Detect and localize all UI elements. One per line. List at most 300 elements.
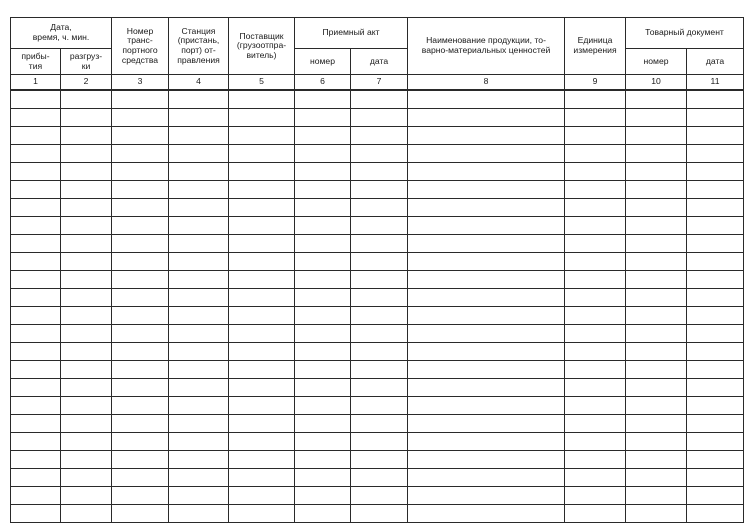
table-cell [169, 451, 229, 469]
table-row [11, 379, 744, 397]
table-row [11, 415, 744, 433]
table-cell [295, 109, 351, 127]
table-cell [351, 343, 408, 361]
column-number: 4 [169, 75, 229, 91]
table-cell [61, 343, 112, 361]
table-cell [408, 90, 565, 109]
table-cell [61, 361, 112, 379]
table-row [11, 433, 744, 451]
table-cell [295, 235, 351, 253]
table-cell [565, 433, 626, 451]
table-cell [351, 397, 408, 415]
table-cell [408, 181, 565, 199]
table-cell [408, 469, 565, 487]
table-cell [351, 325, 408, 343]
table-row [11, 487, 744, 505]
table-cell [229, 433, 295, 451]
table-cell [408, 163, 565, 181]
table-cell [229, 379, 295, 397]
table-cell [229, 415, 295, 433]
table-cell [351, 145, 408, 163]
receipt-journal-form [10, 17, 743, 523]
table-cell [408, 505, 565, 523]
table-cell [408, 109, 565, 127]
table-cell [687, 289, 744, 307]
table-cell [687, 163, 744, 181]
table-cell [295, 163, 351, 181]
table-row [11, 145, 744, 163]
table-cell [295, 505, 351, 523]
table-cell [112, 235, 169, 253]
table-cell [112, 109, 169, 127]
table-cell [295, 379, 351, 397]
table-cell [61, 235, 112, 253]
table-cell [687, 505, 744, 523]
table-row [11, 109, 744, 127]
table-row [11, 397, 744, 415]
table-cell [112, 343, 169, 361]
table-cell [351, 451, 408, 469]
table-cell [351, 90, 408, 109]
table-cell [408, 307, 565, 325]
table-cell [11, 505, 61, 523]
table-cell [351, 181, 408, 199]
table-cell [626, 271, 687, 289]
table-cell [626, 325, 687, 343]
table-cell [229, 343, 295, 361]
table-cell [687, 109, 744, 127]
table-cell [351, 163, 408, 181]
table-cell [169, 325, 229, 343]
table-cell [565, 379, 626, 397]
header-product-name: Наименование продукции, то- варно-материальных ценностей [408, 18, 565, 75]
table-cell [626, 469, 687, 487]
table-row [11, 307, 744, 325]
table-cell [408, 433, 565, 451]
table-cell [351, 289, 408, 307]
table-cell [351, 469, 408, 487]
table-cell [61, 415, 112, 433]
table-cell [11, 145, 61, 163]
table-cell [351, 127, 408, 145]
table-cell [565, 127, 626, 145]
table-cell [61, 181, 112, 199]
table-cell [229, 487, 295, 505]
table-cell [687, 379, 744, 397]
table-cell [626, 379, 687, 397]
table-cell [565, 289, 626, 307]
table-cell [61, 325, 112, 343]
table-cell [11, 199, 61, 217]
table-cell [169, 109, 229, 127]
table-cell [626, 487, 687, 505]
header-supplier: Поставщик (грузоотпра- витель) [229, 18, 295, 75]
table-cell [408, 235, 565, 253]
table-cell [295, 127, 351, 145]
table-cell [169, 415, 229, 433]
table-cell [408, 451, 565, 469]
table-cell [169, 307, 229, 325]
table-cell [169, 217, 229, 235]
table-cell [565, 217, 626, 235]
table-cell [626, 307, 687, 325]
column-number: 10 [626, 75, 687, 91]
table-cell [11, 90, 61, 109]
table-cell [295, 271, 351, 289]
table-cell [169, 343, 229, 361]
table-cell [61, 127, 112, 145]
table-cell [295, 487, 351, 505]
table-cell [626, 181, 687, 199]
table-row [11, 343, 744, 361]
table-row [11, 469, 744, 487]
table-cell [565, 271, 626, 289]
table-cell [295, 90, 351, 109]
table-cell [229, 127, 295, 145]
table-cell [229, 397, 295, 415]
table-cell [351, 307, 408, 325]
header-doc-date: дата [687, 49, 744, 75]
table-cell [169, 361, 229, 379]
table-cell [565, 181, 626, 199]
table-cell [626, 505, 687, 523]
column-number: 9 [565, 75, 626, 91]
table-cell [112, 487, 169, 505]
table-cell [112, 379, 169, 397]
table-cell [351, 415, 408, 433]
table-cell [61, 433, 112, 451]
table-cell [61, 505, 112, 523]
table-cell [626, 217, 687, 235]
table-cell [565, 145, 626, 163]
table-cell [408, 415, 565, 433]
table-cell [565, 325, 626, 343]
table-cell [61, 109, 112, 127]
column-number: 6 [295, 75, 351, 91]
table-cell [408, 127, 565, 145]
table-cell [295, 199, 351, 217]
table-cell [229, 271, 295, 289]
table-cell [169, 433, 229, 451]
column-number: 3 [112, 75, 169, 91]
table-cell [112, 397, 169, 415]
table-cell [626, 109, 687, 127]
table-cell [351, 271, 408, 289]
table-cell [112, 433, 169, 451]
table-cell [169, 145, 229, 163]
table-cell [687, 145, 744, 163]
table-cell [626, 253, 687, 271]
receipt-journal-table [10, 17, 744, 523]
table-cell [229, 361, 295, 379]
table-cell [112, 145, 169, 163]
header-unloading: разгруз- ки [61, 49, 112, 75]
table-cell [295, 289, 351, 307]
table-cell [11, 469, 61, 487]
table-cell [61, 289, 112, 307]
table-cell [11, 127, 61, 145]
table-cell [687, 343, 744, 361]
table-cell [112, 199, 169, 217]
table-cell [565, 397, 626, 415]
table-cell [112, 271, 169, 289]
table-cell [169, 505, 229, 523]
table-cell [169, 163, 229, 181]
table-cell [11, 379, 61, 397]
table-cell [295, 415, 351, 433]
table-cell [565, 415, 626, 433]
table-cell [626, 343, 687, 361]
table-cell [626, 199, 687, 217]
table-cell [351, 199, 408, 217]
table-cell [11, 109, 61, 127]
table-cell [61, 379, 112, 397]
table-cell [11, 487, 61, 505]
header-unit: Единица измерения [565, 18, 626, 75]
table-cell [11, 361, 61, 379]
table-cell [229, 469, 295, 487]
table-cell [351, 109, 408, 127]
table-cell [351, 361, 408, 379]
table-cell [351, 235, 408, 253]
table-cell [112, 361, 169, 379]
table-cell [169, 289, 229, 307]
table-cell [626, 235, 687, 253]
table-cell [408, 217, 565, 235]
table-cell [295, 325, 351, 343]
table-cell [169, 469, 229, 487]
table-cell [295, 433, 351, 451]
column-number: 2 [61, 75, 112, 91]
table-row [11, 199, 744, 217]
table-cell [61, 145, 112, 163]
table-cell [112, 181, 169, 199]
table-cell [229, 289, 295, 307]
table-row [11, 217, 744, 235]
table-cell [351, 379, 408, 397]
table-cell [351, 253, 408, 271]
table-cell [112, 451, 169, 469]
table-cell [626, 289, 687, 307]
table-cell [61, 217, 112, 235]
table-cell [408, 379, 565, 397]
table-cell [11, 181, 61, 199]
table-cell [169, 235, 229, 253]
table-cell [112, 289, 169, 307]
table-cell [626, 397, 687, 415]
column-number: 11 [687, 75, 744, 91]
table-cell [112, 325, 169, 343]
column-number-row [11, 75, 744, 91]
table-cell [169, 253, 229, 271]
table-cell [687, 307, 744, 325]
table-cell [565, 253, 626, 271]
table-cell [687, 235, 744, 253]
table-cell [112, 415, 169, 433]
header-act-number: номер [295, 49, 351, 75]
table-cell [112, 505, 169, 523]
table-row [11, 163, 744, 181]
header-acceptance-act: Приемный акт [295, 18, 408, 49]
table-cell [687, 127, 744, 145]
table-cell [11, 307, 61, 325]
table-cell [626, 90, 687, 109]
table-row [11, 271, 744, 289]
table-cell [169, 90, 229, 109]
table-cell [687, 199, 744, 217]
table-cell [112, 307, 169, 325]
table-cell [112, 469, 169, 487]
table-cell [61, 487, 112, 505]
column-number: 8 [408, 75, 565, 91]
table-cell [112, 217, 169, 235]
table-cell [687, 90, 744, 109]
column-number: 1 [11, 75, 61, 91]
table-row [11, 325, 744, 343]
table-cell [229, 253, 295, 271]
column-number: 5 [229, 75, 295, 91]
table-cell [687, 181, 744, 199]
table-row [11, 505, 744, 523]
table-cell [11, 271, 61, 289]
table-cell [565, 109, 626, 127]
table-cell [229, 109, 295, 127]
header-date-time: Дата, время, ч. мин. [11, 18, 112, 49]
table-cell [351, 433, 408, 451]
header-arrival: прибы- тия [11, 49, 61, 75]
table-cell [565, 505, 626, 523]
table-cell [295, 361, 351, 379]
table-cell [626, 163, 687, 181]
header-departure-station: Станция (пристань, порт) от- правления [169, 18, 229, 75]
table-cell [61, 307, 112, 325]
table-cell [11, 163, 61, 181]
table-cell [11, 325, 61, 343]
table-cell [565, 235, 626, 253]
table-cell [11, 217, 61, 235]
table-cell [565, 90, 626, 109]
table-cell [112, 163, 169, 181]
table-cell [295, 451, 351, 469]
table-cell [408, 361, 565, 379]
table-cell [408, 145, 565, 163]
table-cell [687, 487, 744, 505]
table-cell [229, 451, 295, 469]
table-cell [295, 343, 351, 361]
table-cell [11, 343, 61, 361]
table-row [11, 181, 744, 199]
table-cell [61, 271, 112, 289]
table-row [11, 90, 744, 109]
table-cell [11, 253, 61, 271]
table-cell [61, 199, 112, 217]
table-cell [565, 451, 626, 469]
table-cell [351, 505, 408, 523]
table-cell [687, 415, 744, 433]
table-cell [626, 127, 687, 145]
table-cell [295, 397, 351, 415]
table-cell [351, 487, 408, 505]
table-cell [565, 163, 626, 181]
table-cell [687, 433, 744, 451]
table-cell [626, 145, 687, 163]
header-goods-document: Товарный документ [626, 18, 744, 49]
table-cell [61, 451, 112, 469]
table-cell [687, 271, 744, 289]
table-cell [61, 163, 112, 181]
table-cell [687, 361, 744, 379]
table-cell [565, 361, 626, 379]
table-cell [295, 469, 351, 487]
table-cell [169, 271, 229, 289]
table-cell [687, 217, 744, 235]
table-cell [565, 307, 626, 325]
table-cell [61, 90, 112, 109]
table-cell [112, 90, 169, 109]
table-cell [351, 217, 408, 235]
table-cell [687, 469, 744, 487]
table-cell [169, 127, 229, 145]
table-cell [408, 397, 565, 415]
table-cell [295, 253, 351, 271]
table-cell [295, 307, 351, 325]
table-cell [229, 163, 295, 181]
table-cell [229, 505, 295, 523]
table-cell [11, 289, 61, 307]
table-cell [565, 199, 626, 217]
table-cell [229, 325, 295, 343]
table-cell [229, 235, 295, 253]
column-number: 7 [351, 75, 408, 91]
table-cell [408, 343, 565, 361]
table-cell [229, 181, 295, 199]
table-cell [626, 433, 687, 451]
table-cell [408, 325, 565, 343]
header-vehicle-number: Номер транс- портного средства [112, 18, 169, 75]
table-cell [408, 289, 565, 307]
table-cell [229, 307, 295, 325]
table-cell [408, 271, 565, 289]
table-cell [11, 415, 61, 433]
table-cell [11, 451, 61, 469]
table-cell [687, 451, 744, 469]
table-cell [229, 145, 295, 163]
table-cell [626, 451, 687, 469]
table-cell [229, 199, 295, 217]
table-cell [295, 217, 351, 235]
table-cell [169, 487, 229, 505]
table-cell [687, 325, 744, 343]
table-cell [169, 379, 229, 397]
table-row [11, 235, 744, 253]
table-cell [61, 253, 112, 271]
table-cell [61, 469, 112, 487]
table-cell [687, 253, 744, 271]
table-cell [229, 90, 295, 109]
header-doc-number: номер [626, 49, 687, 75]
table-cell [565, 343, 626, 361]
table-row [11, 127, 744, 145]
table-cell [11, 235, 61, 253]
table-cell [408, 199, 565, 217]
table-cell [11, 433, 61, 451]
table-cell [112, 253, 169, 271]
table-cell [229, 217, 295, 235]
table-cell [295, 145, 351, 163]
table-row [11, 253, 744, 271]
table-cell [169, 397, 229, 415]
table-cell [169, 199, 229, 217]
